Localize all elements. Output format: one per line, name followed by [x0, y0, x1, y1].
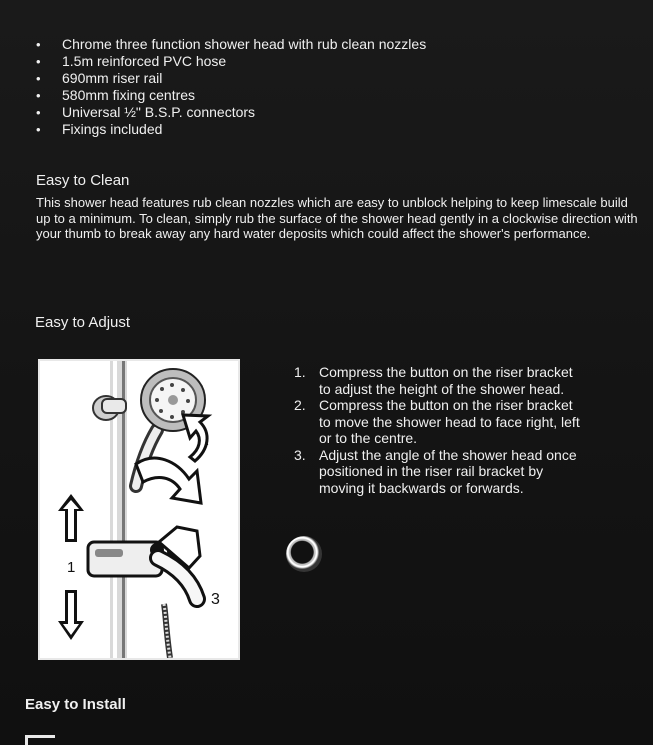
feature-item [36, 87, 426, 104]
easy-to-clean-description: This shower head features rub clean nozzles which are easy to unblock helping to keep limescale build up to a minimum. To clean, simply rub the surface of the shower head gently in a clockwise direction with your thumb to break away any hard water deposits which could affect the shower's performance. [36, 195, 638, 241]
diagram-label-one: 1 [67, 559, 76, 576]
feature-item [36, 104, 426, 121]
feature-item [36, 70, 426, 87]
diagram-label-three: 3 [211, 591, 220, 608]
feature-item [36, 36, 426, 53]
feature-text: 690mm riser rail [62, 70, 163, 86]
cropped-next-section-mark [25, 735, 55, 745]
feature-item [36, 121, 426, 138]
step-number: 1. [294, 364, 306, 380]
feature-text: 580mm fixing centres [62, 87, 196, 103]
adjustment-step [294, 397, 584, 447]
shower-riser-diagram-icon [38, 359, 240, 660]
step-number: 3. [294, 446, 306, 463]
feature-list [36, 36, 426, 138]
adjustment-steps [294, 364, 584, 496]
easy-to-adjust-title: Easy to Adjust [35, 314, 131, 331]
punched-hole-icon [286, 536, 322, 572]
easy-to-clean-title: Easy to Clean [36, 172, 130, 189]
step-number: 2. [294, 397, 306, 413]
feature-text: Fixings included [62, 121, 163, 137]
feature-item [36, 53, 426, 70]
step-text: Compress the button on the riser bracket to adjust the height of the shower head. [319, 364, 573, 397]
feature-text: 1.5m reinforced PVC hose [62, 53, 227, 69]
feature-text: Chrome three function shower head with rub clean nozzles [62, 36, 427, 52]
step-text: Compress the button on the riser bracket to move the shower head to face right, left or to the centre. [319, 397, 580, 446]
adjustment-step [294, 447, 584, 497]
easy-to-install-title: Easy to Install [25, 696, 126, 713]
feature-text: Universal ½" B.S.P. connectors [62, 104, 256, 120]
step-text: Adjust the angle of the shower head once positioned in the riser rail bracket by moving it backwards or forwards. [319, 446, 577, 496]
adjustment-step [294, 364, 584, 397]
shower-riser-diagram-svg [40, 361, 238, 658]
